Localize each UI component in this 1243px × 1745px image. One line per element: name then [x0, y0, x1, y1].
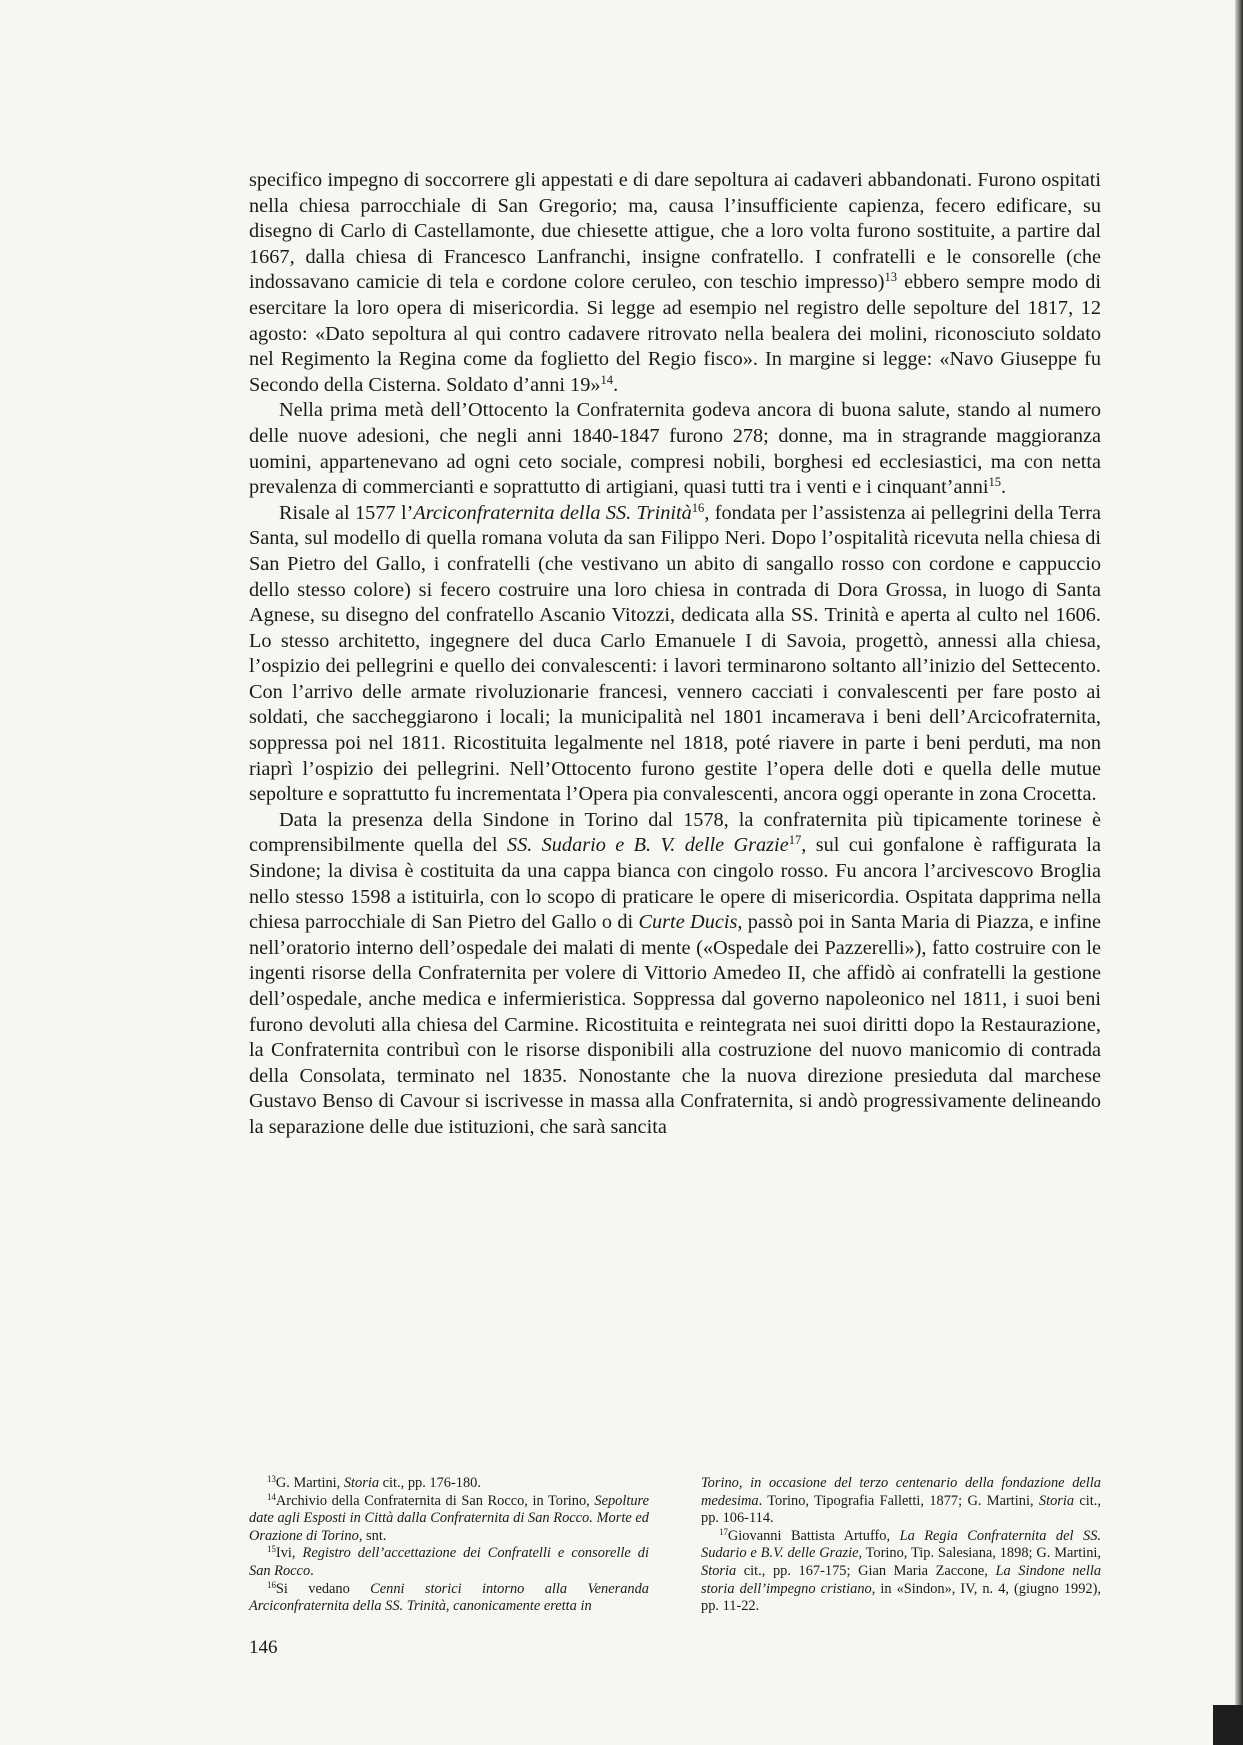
italic-title: Arciconfraternita della SS. Trinità: [413, 501, 692, 524]
footnote-ref-15[interactable]: 15: [988, 475, 1002, 490]
text-run: .: [613, 373, 619, 396]
footnote-text: , Torino, Tip. Salesiana, 1898; G. Martini,: [858, 1545, 1101, 1562]
text-run: , passò poi in Santa Maria di Piazza, e infine nell’oratorio interno dell’ospedale dei malati di mente («Ospedale dei Pazzerelli»), fatto costruire con le ingenti risorse della Confraternita per volere di Vittorio Amedeo II, che affidò ai confratelli la gestione dell’ospedale, anche medica e infermieristica. Soppressa dal governo napoleonico nel 1811, i suoi beni furono devoluti alla chiesa del Carmine. Ricostituita e reintegrata nei suoi diritti dopo la Restaurazione, la Confraternita contribuì con le risorse disponibili alla costruzione del nuovo manicomio di contrada della Consolata, terminato nel 1835. Nonostante che la nuova direzione presieduta dal marchese Gustavo Benso di Cavour si iscrivesse in massa alla Confraternita, si andò progressivamente delineando la separazione delle due istituzioni, che sarà sancita: [249, 911, 1101, 1138]
footnote-title: Torino, in occasione del terzo centenario della fondazione della medesima: [701, 1475, 1101, 1509]
text-run: Risale al 1577 l’: [279, 501, 414, 524]
footnote-title: Cenni storici intorno alla Veneranda Arciconfraternita della SS. Trinità, canonicamente eretta in: [249, 1580, 649, 1615]
paragraph-4: [249, 808, 1101, 1141]
text-run: , fondata per l’assistenza ai pellegrini della Terra Santa, sul modello di quella romana voluta da san Filippo Neri. Dopo l’ospitalità ricevuta nella chiesa di San Pietro del Gallo, i confratelli (che vestivano un abito di sangallo rosso con cordone e cappuccio dello stesso colore) si fecero costruire una loro chiesa in contrada di Dora Grossa, in luogo di Santa Agnese, su disegno del confratello Ascanio Vitozzi, dedicata alla SS. Trinità e aperta al culto nel 1606. Lo stesso architetto, ingegnere del duca Carlo Emanuele I di Savoia, progettò, annessi alla chiesa, l’ospizio dei pellegrini e quello dei convalescenti: i lavori terminarono soltanto all’inizio del Settecento. Con l’arrivo delle armate rivoluzionarie francesi, vennero cacciati i convalescenti per fare posto ai soldati, che saccheggiarono i locali; la municipalità nel 1801 incamerava i beni dell’Arcicofraternita, soppressa poi nel 1811. Ricostituita legalmente nel 1818, poté riavere in parte i beni perduti, ma non riaprì l’ospizio dei pellegrini. Nell’Ottocento furono gestite l’opera delle doti e quella delle mutue sepolture e soprattutto fu incrementata l’Opera pia convalescenti, ancora oggi operante in zona Crocetta.: [249, 501, 1101, 806]
footnote-text: cit., pp. 176-180.: [379, 1475, 481, 1491]
paragraph-3: [249, 501, 1101, 808]
italic-title: SS. Sudario e B. V. delle Grazie: [506, 834, 789, 857]
footnotes-right-column: [701, 1475, 1101, 1616]
footnote-ref-14[interactable]: 14: [600, 372, 614, 387]
paragraph-2: [249, 398, 1101, 500]
footnote-title: Storia: [701, 1562, 737, 1579]
footnote-text: .: [310, 1562, 314, 1579]
footnotes-left-column: [249, 1475, 649, 1616]
footnote-text: cit., pp. 106-114.: [701, 1492, 1101, 1527]
footnote-title: Sepolture date agli Esposti in Città dalla Confraternita di San Rocco. Morte ed Orazione di Torino: [249, 1492, 649, 1544]
scan-shadow: [1213, 1705, 1243, 1745]
text-run: .: [1001, 476, 1007, 499]
footnote-ref-13[interactable]: 13: [884, 270, 898, 285]
footnote-author: Si vedano: [275, 1580, 371, 1597]
footnote-17: [701, 1528, 1101, 1616]
footnote-author: Ivi,: [275, 1545, 303, 1562]
footnote-16-continued: [701, 1475, 1101, 1528]
footnote-14: [249, 1493, 649, 1546]
footnote-ref-17[interactable]: 17: [788, 833, 802, 848]
footnote-title: Storia: [343, 1475, 380, 1491]
footnote-number: 17: [719, 1526, 728, 1537]
text-run: ebbero sempre modo di esercitare la loro opera di misericordia. Si legge ad esempio nel registro delle sepolture del 1817, 12 agosto: «Dato sepoltura al qui contro cadavere ritrovato nella bealera dei molini, riconosciuto soldato nel Regimento la Regina come da foglietto del Regio fisco». In margine si legge: «Navo Giuseppe fu Secondo della Cisterna. Soldato d’anni 19»: [249, 271, 1101, 396]
text-run: , sul cui gonfalone è raffigurata la Sindone; la divisa è costituita da una cappa bianca con cingolo rosso. Fu ancora l’arcivescovo Broglia nello stesso 1598 a istituirla, con lo scopo di praticare le opere di misericordia. Ospitata dapprima nella chiesa parrocchiale di San Pietro del Gallo o di: [249, 834, 1101, 934]
text-run: Nella prima metà dell’Ottocento la Confraternita godeva ancora di buona salute, stando al numero delle nuove adesioni, che negli anni 1840-1847 furono 278; donne, ma in stragrande maggioranza uomini, appartenevano ad ogni ceto sociale, compresi nobili, borghesi ed ecclesiastici, ma con netta prevalenza di commercianti e soprattutto di artigiani, quasi tutti tra i venti e i cinquant’anni: [249, 399, 1101, 499]
footnote-16: [249, 1581, 649, 1616]
footnote-number: 14: [267, 1491, 276, 1502]
footnote-title: La Regia Confraternita del SS. Sudario e B.V. delle Grazie: [701, 1527, 1101, 1562]
footnote-ref-16[interactable]: 16: [691, 500, 705, 515]
body-text: [249, 168, 1101, 1141]
footnotes: [249, 1475, 1101, 1616]
footnote-number: 13: [267, 1474, 276, 1485]
footnote-title: Storia: [1038, 1492, 1075, 1509]
footnote-text: . Torino, Tipografia Falletti, 1877; G. Martini,: [758, 1492, 1039, 1509]
footnote-text: , in «Sindon», IV, n. 4, (giugno 1992), pp. 11-22.: [701, 1580, 1101, 1615]
scan-edge: [1235, 0, 1243, 1745]
footnote-15: [249, 1545, 649, 1580]
page-number: 146: [249, 1637, 278, 1658]
footnote-title: La Sindone nella storia dell’impegno cristiano: [701, 1562, 1102, 1597]
italic-term: Curte Ducis: [638, 911, 738, 934]
paragraph-1: [249, 168, 1101, 398]
text-run: specifico impegno di soccorrere gli appestati e di dare sepoltura ai cadaveri abbandonati. Furono ospitati nella chiesa parrocchiale di San Gregorio; ma, causa l’insufficiente capienza, fecero edificare, su disegno di Carlo di Castellamonte, due chiesette attigue, che a loro volta furono sostituite, a partire dal 1667, dalla chiesa di Francesco Lanfranchi, insigne confratello. I confratelli e le consorelle (che indossavano camicie di tela e cordone colore ceruleo, con teschio impresso): [249, 169, 1101, 294]
footnote-text: , snt.: [358, 1527, 387, 1544]
footnote-author: Giovanni Battista Artuffo,: [727, 1527, 900, 1544]
footnote-author: Archivio della Confraternita di San Rocco, in Torino,: [275, 1492, 595, 1509]
footnote-author: G. Martini,: [275, 1475, 344, 1491]
text-run: Data la presenza della Sindone in Torino dal 1578, la confraternita più tipicamente torinese è comprensibilmente quella del: [249, 808, 1101, 857]
footnote-title: Registro dell’accettazione dei Confratelli e consorelle di San Rocco: [249, 1545, 649, 1579]
footnote-number: 16: [267, 1579, 276, 1590]
footnote-text: cit., pp. 167-175; Gian Maria Zaccone,: [736, 1562, 996, 1579]
footnote-13: [249, 1475, 649, 1493]
footnote-number: 15: [267, 1544, 276, 1555]
